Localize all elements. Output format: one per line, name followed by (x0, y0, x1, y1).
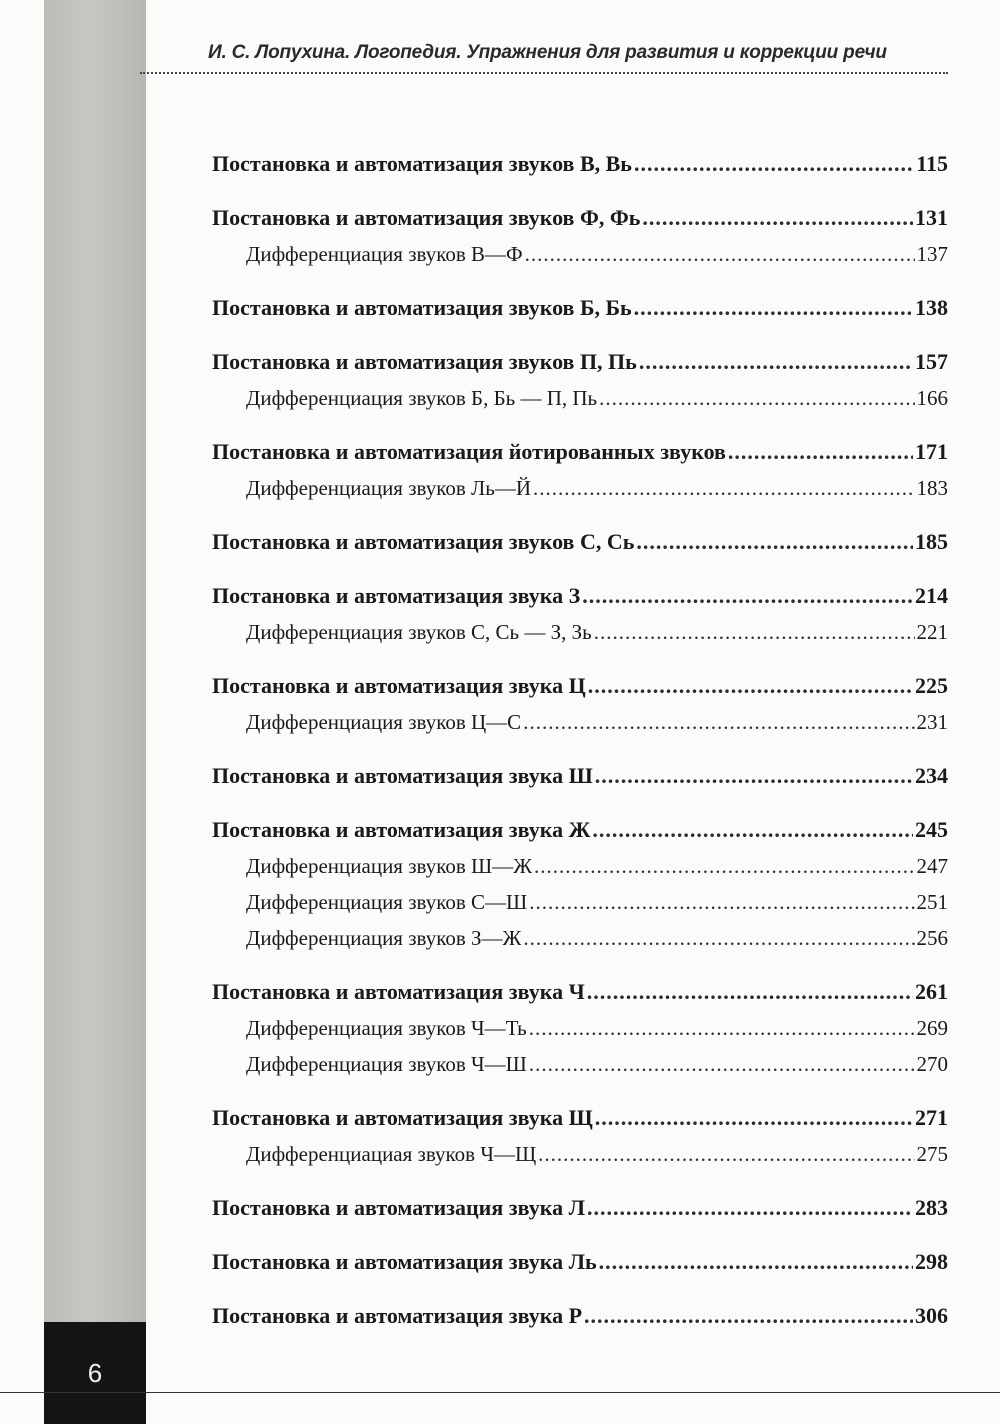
toc-entry-page: 256 (916, 926, 948, 950)
toc-entry-page: 231 (916, 710, 948, 734)
toc-entry-page: 115 (916, 151, 948, 176)
toc-section-entry[interactable] (212, 1243, 948, 1280)
toc-dot-leader (595, 1099, 913, 1136)
toc-dot-leader (595, 757, 913, 794)
toc-entry-title: Дифференциация звуков З—Ж (246, 926, 522, 950)
toc-subsection-entry[interactable] (212, 380, 948, 416)
toc-entry-page: 269 (916, 1016, 948, 1040)
toc-entry-title: Дифференциация звуков Ш—Ж (246, 854, 533, 878)
toc-section-entry[interactable] (212, 1297, 948, 1334)
toc-entry-title: Дифференциация звуков Ч—Ть (246, 1016, 527, 1040)
page-number-box (44, 1322, 146, 1424)
toc-subsection-entry[interactable] (212, 704, 948, 740)
toc-entry-page: 261 (915, 979, 948, 1004)
toc-section-entry[interactable] (212, 1189, 948, 1226)
toc-entry-title: Постановка и автоматизация звука Щ (212, 1105, 593, 1130)
toc-section-entry[interactable] (212, 667, 948, 704)
toc-dot-leader (642, 199, 913, 236)
toc-entry-page: 157 (915, 349, 948, 374)
toc-dot-leader (636, 523, 913, 560)
toc-section-entry[interactable] (212, 523, 948, 560)
toc-section-entry[interactable] (212, 1099, 948, 1136)
toc-entry-page: 183 (916, 476, 948, 500)
toc-subsection-entry[interactable] (212, 848, 948, 884)
toc-entry-title: Постановка и автоматизация звуков С, Сь (212, 529, 635, 554)
toc-dot-leader (592, 811, 913, 848)
toc-entry-page: 271 (915, 1105, 948, 1130)
toc-entry-page: 270 (916, 1052, 948, 1076)
toc-dot-leader (634, 145, 914, 182)
toc-entry-page: 185 (915, 529, 948, 554)
toc-dot-leader (594, 614, 915, 650)
toc-entry-title: Дифференциация звуков Ц—С (246, 710, 522, 734)
toc-entry-title: Дифференциация звуков Ч—Ш (246, 1052, 527, 1076)
toc-dot-leader (582, 577, 913, 614)
toc-dot-leader (533, 470, 915, 506)
toc-dot-leader (639, 343, 913, 380)
toc-section-entry[interactable] (212, 343, 948, 380)
toc-entry-title: Постановка и автоматизация звука Р (212, 1303, 583, 1328)
toc-dot-leader (634, 289, 913, 326)
toc-subsection-entry[interactable] (212, 1136, 948, 1172)
toc-entry-title: Дифференциация звуков С—Ш (246, 890, 528, 914)
toc-section-entry[interactable] (212, 811, 948, 848)
toc-entry-page: 306 (915, 1303, 948, 1328)
toc-entry-page: 214 (915, 583, 948, 608)
toc-dot-leader (538, 1136, 914, 1172)
toc-section-entry[interactable] (212, 757, 948, 794)
toc-subsection-entry[interactable] (212, 470, 948, 506)
toc-dot-leader (599, 380, 914, 416)
toc-entry-title: Постановка и автоматизация звука Ч (212, 979, 585, 1004)
toc-subsection-entry[interactable] (212, 920, 948, 956)
header-dotted-rule (140, 72, 948, 74)
toc-entry-page: 283 (915, 1195, 948, 1220)
side-band (44, 0, 146, 1424)
toc-dot-leader (588, 667, 913, 704)
toc-dot-leader (587, 973, 913, 1010)
toc-subsection-entry[interactable] (212, 1046, 948, 1082)
toc-entry-page: 131 (915, 205, 948, 230)
running-header: И. С. Лопухина. Логопедия. Упражнения для развития и коррекции речи (208, 42, 887, 63)
toc-section-entry[interactable] (212, 973, 948, 1010)
toc-dot-leader (587, 1189, 913, 1226)
toc-subsection-entry[interactable] (212, 614, 948, 650)
toc-dot-leader (525, 236, 915, 272)
toc-entry-title: Постановка и автоматизация звуков В, Вь (212, 151, 632, 176)
toc-section-entry[interactable] (212, 199, 948, 236)
toc-dot-leader (523, 920, 914, 956)
toc-entry-title: Постановка и автоматизация звука З (212, 583, 581, 608)
toc-entry-title: Постановка и автоматизация звука Ц (212, 673, 586, 698)
toc-entry-page: 251 (916, 890, 948, 914)
toc-entry-title: Дифференциациая звуков Ч—Щ (246, 1142, 537, 1166)
toc-entry-title: Постановка и автоматизация йотированных звуков (212, 439, 726, 464)
toc-subsection-entry[interactable] (212, 236, 948, 272)
toc-entry-page: 234 (915, 763, 948, 788)
toc-dot-leader (529, 1010, 915, 1046)
toc-dot-leader (529, 1046, 915, 1082)
toc-entry-title: Постановка и автоматизация звуков Б, Бь (212, 295, 632, 320)
toc-entry-title: Постановка и автоматизация звука Л (212, 1195, 585, 1220)
toc-entry-title: Дифференциация звуков Ль—Й (246, 476, 531, 500)
toc-entry-title: Дифференциация звуков В—Ф (246, 242, 523, 266)
toc-entry-page: 137 (916, 242, 948, 266)
toc-entry-page: 298 (915, 1249, 948, 1274)
toc-entry-title: Постановка и автоматизация звуков П, Пь (212, 349, 637, 374)
toc-entry-page: 247 (916, 854, 948, 878)
toc-entry-page: 225 (915, 673, 948, 698)
toc-dot-leader (599, 1243, 913, 1280)
toc-entry-page: 221 (916, 620, 948, 644)
toc-entry-title: Постановка и автоматизация звука Ж (212, 817, 591, 842)
toc-dot-leader (584, 1297, 913, 1334)
toc-entry-title: Дифференциация звуков Б, Бь — П, Пь (246, 386, 598, 410)
toc-dot-leader (534, 848, 914, 884)
toc-dot-leader (529, 884, 914, 920)
toc-entry-page: 171 (915, 439, 948, 464)
toc-dot-leader (728, 433, 913, 470)
toc-subsection-entry[interactable] (212, 884, 948, 920)
toc-subsection-entry[interactable] (212, 1010, 948, 1046)
toc-entry-title: Постановка и автоматизация звука Ш (212, 763, 593, 788)
toc-entry-page: 275 (916, 1142, 948, 1166)
toc-section-entry[interactable] (212, 145, 948, 182)
bottom-rule (0, 1392, 1000, 1393)
toc-entry-page: 245 (915, 817, 948, 842)
toc-dot-leader (523, 704, 914, 740)
toc-section-entry[interactable] (212, 433, 948, 470)
toc-section-entry[interactable] (212, 289, 948, 326)
page-number: 6 (87, 1357, 103, 1388)
toc-entry-title: Дифференциация звуков С, Сь — З, Зь (246, 620, 592, 644)
toc-entry-page: 166 (916, 386, 948, 410)
table-of-contents (212, 145, 948, 1334)
toc-entry-title: Постановка и автоматизация звуков Ф, Фь (212, 205, 641, 230)
toc-entry-page: 138 (915, 295, 948, 320)
toc-entry-title: Постановка и автоматизация звука Ль (212, 1249, 597, 1274)
toc-section-entry[interactable] (212, 577, 948, 614)
